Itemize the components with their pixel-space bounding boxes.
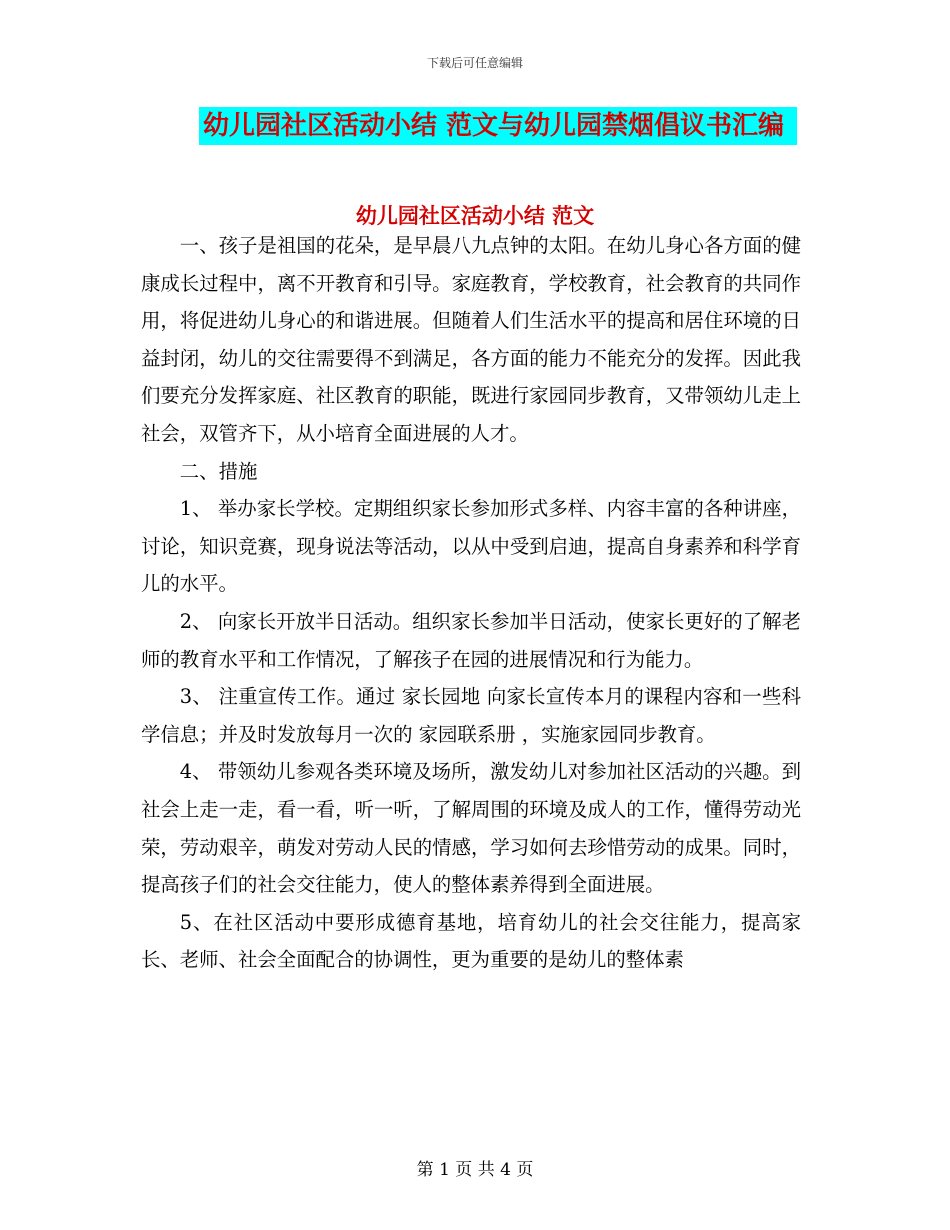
paragraph-measure-4: 4、 带领幼儿参观各类环境及场所，激发幼儿对参加社区活动的兴趣。到社会上走一走，看一看，听一听，了解周围的环境及成人的工作，懂得劳动光荣，劳动艰辛，萌发对劳动人民的情感，学习如何去珍惜劳动的成果。同时，提高孩子们的社会交往能力，使人的整体素养得到全面进展。 xyxy=(141,760,801,897)
paragraph-measure-5: 5、在社区活动中要形成德育基地，培育幼儿的社会交往能力，提高家长、老师、社会全面配合的协调性，更为重要的是幼儿的整体素 xyxy=(141,910,801,972)
paragraph-measures-heading: 二、措施 xyxy=(179,459,258,483)
document-title-highlight xyxy=(199,107,797,145)
paragraph-measure-1: 1、 举办家长学校。定期组织家长参加形式多样、内容丰富的各种讲座，讨论，知识竞赛，现身说法等活动，以从中受到启迪，提高自身素养和科学育儿的水平。 xyxy=(141,497,801,596)
paragraph-measure-3: 3、 注重宣传工作。通过 家长园地 向家长宣传本月的课程内容和一些科学信息；并及时发放每月一次的 家园联系册 ，实施家园同步教育。 xyxy=(141,685,801,746)
document-title: 幼儿园社区活动小结 范文与幼儿园禁烟倡议书汇编 xyxy=(203,111,785,141)
page-number-footer: 第 1 页 共 4 页 xyxy=(416,1160,534,1180)
paragraph-measure-2: 2、 向家长开放半日活动。组织家长参加半日活动，使家长更好的了解老师的教育水平和工作情况，了解孩子在园的进展情况和行为能力。 xyxy=(141,609,801,671)
page-header-note: 下载后可任意编辑 xyxy=(426,56,523,70)
section-title: 幼儿园社区活动小结 范文 xyxy=(355,204,595,228)
document-body xyxy=(141,227,801,979)
paragraph-intro: 一、孩子是祖国的花朵，是早晨八九点钟的太阳。在幼儿身心各方面的健康成长过程中，离不开教育和引导。家庭教育，学校教育，社会教育的共同作用，将促进幼儿身心的和谐进展。但随着人们生活水平的提高和居住环境的日益封闭，幼儿的交往需要得不到满足，各方面的能力不能充分的发挥。因此我们要充分发挥家庭、社区教育的职能，既进行家园同步教育，又带领幼儿走上社会，双管齐下，从小培育全面进展的人才。 xyxy=(141,234,801,445)
